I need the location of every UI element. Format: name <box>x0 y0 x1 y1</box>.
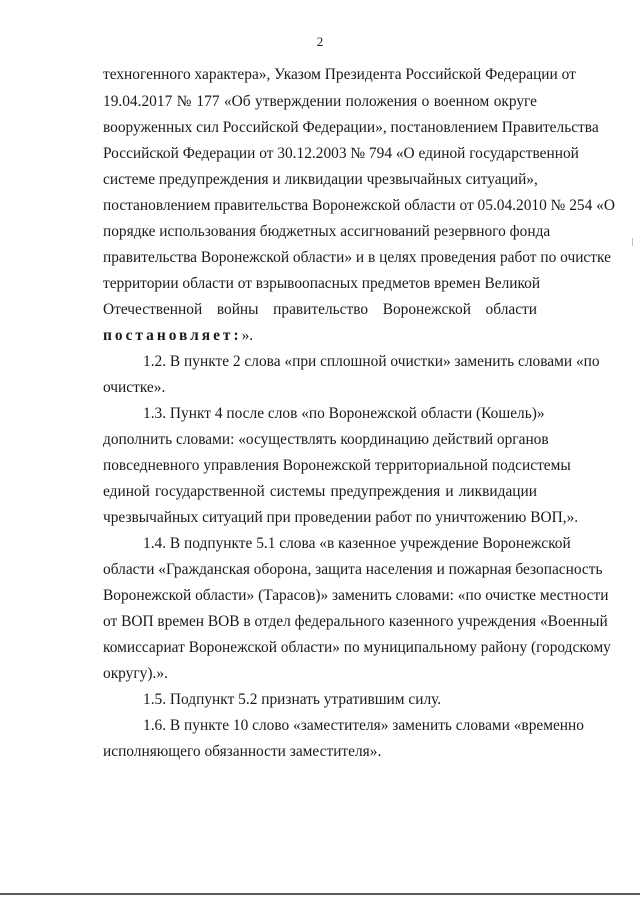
text-line: системе предупреждения и ликвидации чрезвычайных ситуаций», <box>103 171 538 188</box>
scan-edge-mark <box>632 238 633 246</box>
text-line <box>103 326 537 345</box>
item-1-5: 1.5. Подпункт 5.2 признать утратившим силу. <box>143 691 442 708</box>
text-line: территории области от взрывоопасных предметов времен Великой <box>103 275 541 292</box>
text-line: округу).». <box>103 665 168 682</box>
text-line: вооруженных сил Российской Федерации», постановлением Правительства <box>103 119 599 136</box>
text-line: дополнить словами: «осуществлять координацию действий органов <box>103 431 549 448</box>
text-line: Отечественной войны правительство Воронежской области <box>103 301 537 318</box>
text-line: комиссариат Воронежской области» по муниципальному району (городскому <box>103 639 611 656</box>
text-line: порядке использования бюджетных ассигнований резервного фонда <box>103 223 551 240</box>
text-line: Российской Федерации от 30.12.2003 № 794 «О единой государственной <box>103 145 579 162</box>
item-1-4: 1.4. В подпункте 5.1 слова «в казенное учреждение Воронежской <box>143 535 571 552</box>
text-line: единой государственной системы предупреждения и ликвидации <box>103 483 537 500</box>
text-line: очистке». <box>103 379 166 396</box>
text-line: исполняющего обязанности заместителя». <box>103 743 382 760</box>
text-line: постановлением правительства Воронежской области от 05.04.2010 № 254 «О <box>103 197 615 214</box>
text-line: 19.04.2017 № 177 «Об утверждении положения о военном округе <box>103 93 537 110</box>
decree-closing: ». <box>241 327 254 344</box>
text-line: повседневного управления Воронежской территориальной подсистемы <box>103 457 571 474</box>
decree-keyword: постановляет: <box>103 327 242 344</box>
page-number: 2 <box>316 34 324 49</box>
item-1-2: 1.2. В пункте 2 слова «при сплошной очистки» заменить словами «по <box>143 353 600 370</box>
text-line: чрезвычайных ситуаций при проведении работ по уничтожению ВОП,». <box>103 509 579 526</box>
text-line: техногенного характера», Указом Президента Российской Федерации от <box>103 66 576 83</box>
item-1-3: 1.3. Пункт 4 после слов «по Воронежской области (Кошель)» <box>143 405 545 422</box>
text-line: области «Гражданская оборона, защита населения и пожарная безопасность <box>103 561 603 578</box>
item-1-6: 1.6. В пункте 10 слово «заместителя» заменить словами «временно <box>143 717 584 734</box>
text-line: от ВОП времен ВОВ в отдел федерального казенного учреждения «Военный <box>103 613 608 630</box>
text-line: правительства Воронежской области» и в целях проведения работ по очистке <box>103 249 611 266</box>
scan-bottom-edge <box>0 893 640 895</box>
text-line: Воронежской области» (Тарасов)» заменить словами: «по очистке местности <box>103 587 609 604</box>
